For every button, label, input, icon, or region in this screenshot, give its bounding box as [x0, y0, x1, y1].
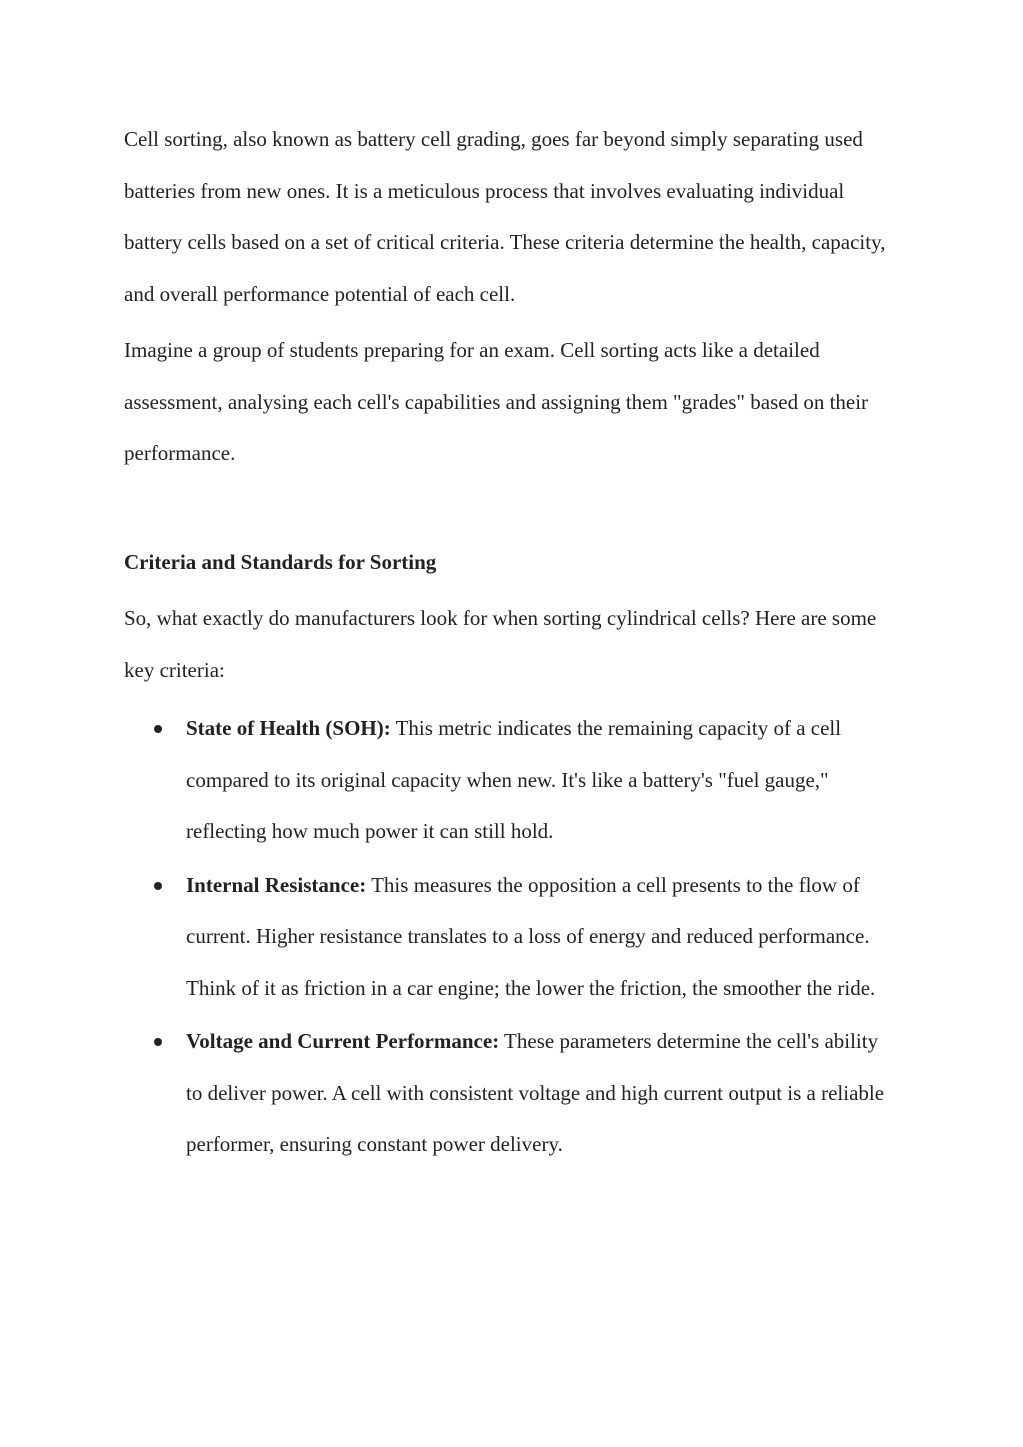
- bullet-icon: [154, 725, 162, 733]
- criteria-item-internal-resistance: [124, 860, 894, 1015]
- bullet-icon: [154, 882, 162, 890]
- criteria-item-voltage-current: [124, 1016, 894, 1171]
- criteria-description: This metric indicates the remaining capacity of a cell compared to its original capacity when new. It's like a battery's "fuel gauge," reflecting how much power it can still hold.: [186, 716, 842, 843]
- paragraph-cell-sorting-definition: Cell sorting, also known as battery cell grading, goes far beyond simply separating used batteries from new ones. It is a meticulous process that involves evaluating individual battery cells based on a set of critical criteria. These criteria determine the health, capacity, and overall performance potential of each cell.: [124, 127, 886, 306]
- criteria-term: Internal Resistance:: [186, 872, 367, 897]
- document-body: [124, 114, 894, 1173]
- criteria-list: [124, 703, 894, 1171]
- criteria-term: Voltage and Current Performance:: [186, 1029, 500, 1053]
- paragraph-criteria-intro: So, what exactly do manufacturers look for when sorting cylindrical cells? Here are some key criteria:: [124, 606, 877, 682]
- paragraph-students-analogy: Imagine a group of students preparing for an exam. Cell sorting acts like a detailed assessment, analysing each cell's capabilities and assigning them "grades" based on their performance.: [124, 338, 869, 465]
- criteria-description: This measures the opposition a cell presents to the flow of current. Higher resistance translates to a loss of energy and reduced performance. Think of it as friction in a car engine; the lower the friction, the smoother the ride.: [186, 872, 876, 1000]
- bullet-icon: [154, 1038, 162, 1046]
- criteria-term: State of Health (SOH):: [186, 716, 391, 740]
- criteria-item-soh: [124, 703, 894, 858]
- criteria-description: These parameters determine the cell's ability to deliver power. A cell with consistent voltage and high current output is a reliable performer, ensuring constant power delivery.: [186, 1029, 885, 1156]
- section-heading: Criteria and Standards for Sorting: [124, 549, 437, 574]
